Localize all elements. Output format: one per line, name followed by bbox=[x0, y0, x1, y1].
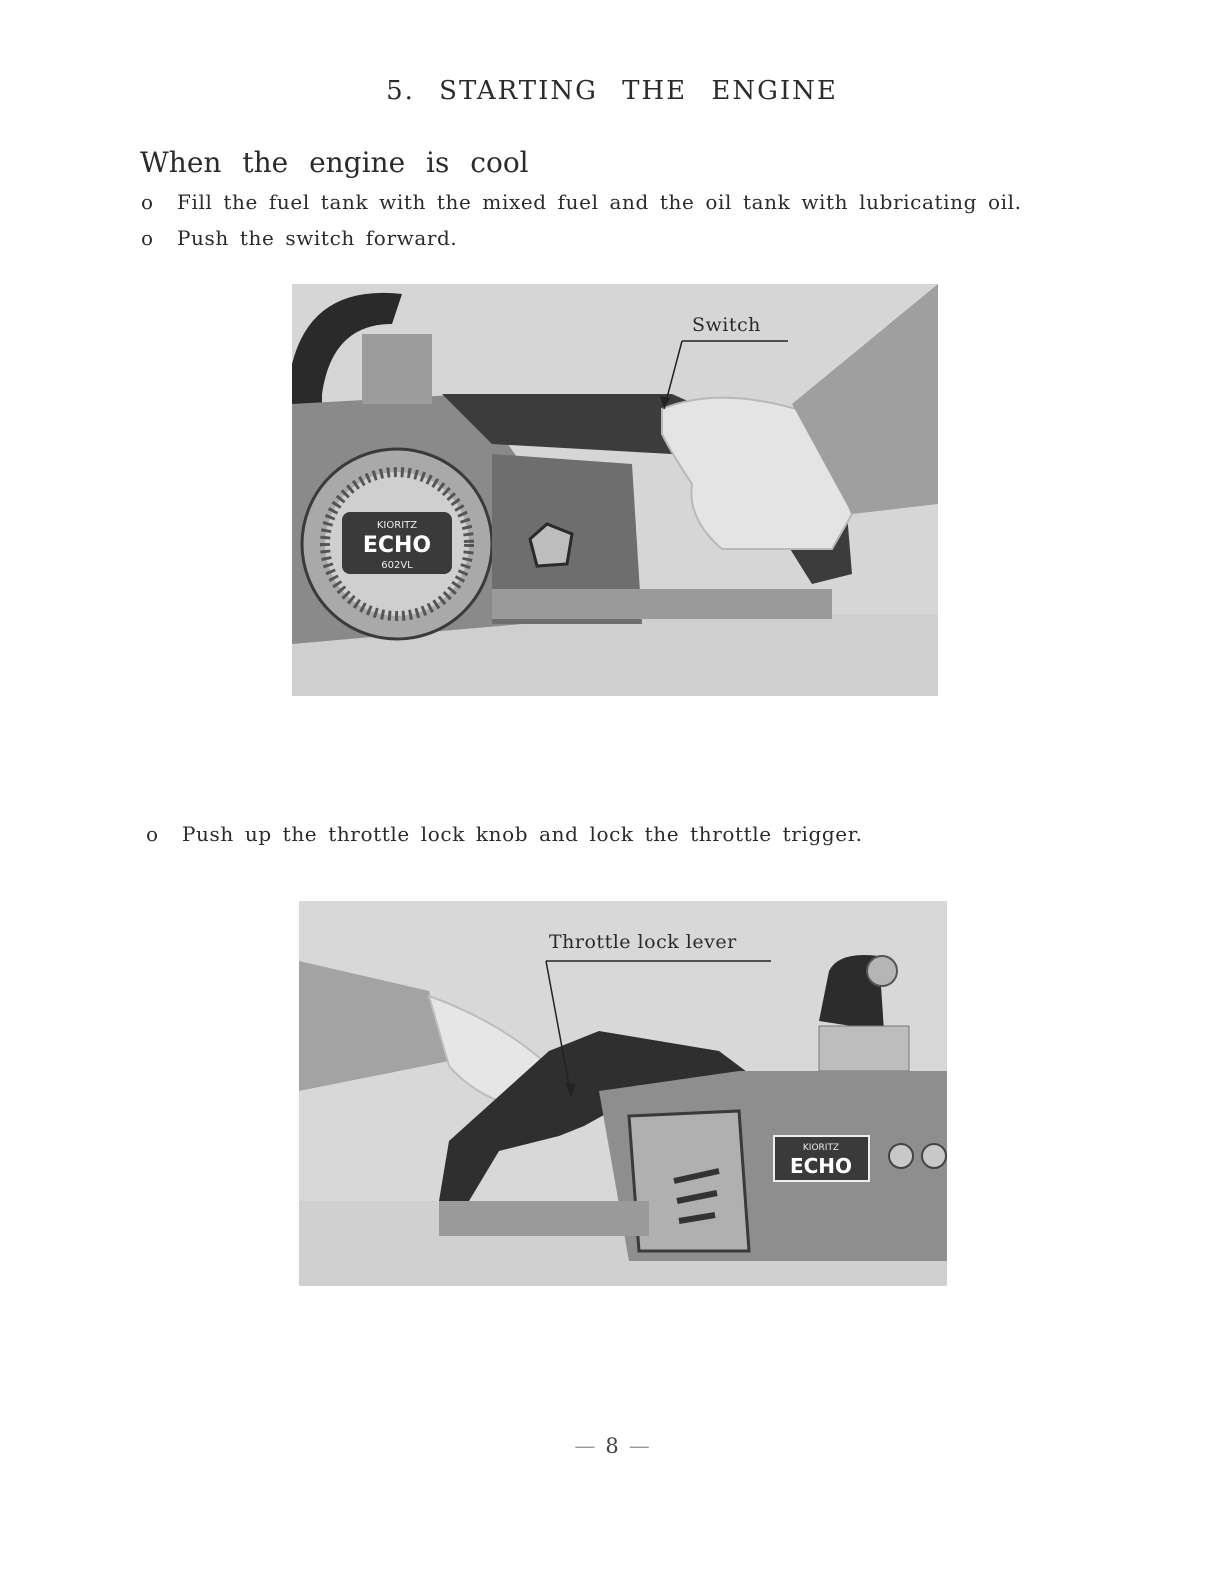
page-number bbox=[0, 1434, 1224, 1458]
page-title: 5. STARTING THE ENGINE bbox=[386, 76, 838, 106]
page-number-dash: — bbox=[574, 1434, 596, 1458]
brand-line: KIORITZ bbox=[802, 1143, 840, 1153]
switch-callout: Switch bbox=[692, 314, 761, 336]
instruction-text: Push up the throttle lock knob and lock the throttle trigger. bbox=[182, 822, 863, 846]
bullet-marker: o bbox=[141, 190, 154, 214]
page-number-value: 8 bbox=[605, 1434, 619, 1458]
page-number-dash: — bbox=[628, 1434, 650, 1458]
bullet-marker: o bbox=[146, 822, 159, 846]
instruction-item bbox=[146, 822, 863, 846]
instruction-item bbox=[141, 226, 457, 250]
bullet-marker: o bbox=[141, 226, 154, 250]
section-heading: When the engine is cool bbox=[140, 146, 529, 179]
chainsaw-throttle-photo bbox=[299, 901, 947, 1286]
instruction-item bbox=[141, 190, 1022, 214]
chainsaw-illustration bbox=[299, 901, 947, 1286]
chainsaw-illustration bbox=[292, 284, 938, 696]
brand-line: KIORITZ bbox=[376, 520, 418, 531]
chainsaw-switch-photo bbox=[292, 284, 938, 696]
throttle-lock-lever-callout: Throttle lock lever bbox=[549, 931, 737, 953]
brand-line: ECHO bbox=[789, 1154, 853, 1178]
brand-line: ECHO bbox=[362, 533, 432, 558]
brand-line: 602VL bbox=[381, 560, 413, 571]
instruction-text: Fill the fuel tank with the mixed fuel and the oil tank with lubricating oil. bbox=[177, 190, 1022, 214]
instruction-text: Push the switch forward. bbox=[177, 226, 458, 250]
